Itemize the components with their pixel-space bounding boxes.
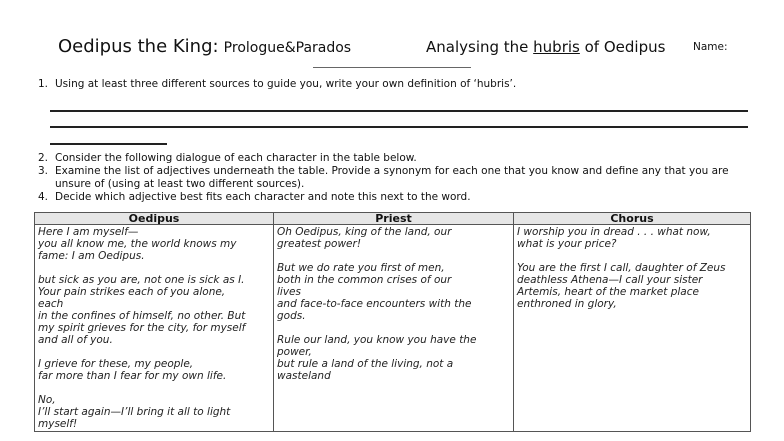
answer-line[interactable]: [50, 110, 748, 112]
header-priest: Priest: [274, 213, 514, 225]
instruction-4: [38, 191, 471, 204]
instruction-3: [38, 165, 729, 191]
instruction-text: Using at least three different sources to guide you, write your own definition of ‘hubris’.: [55, 78, 517, 90]
title-sub: Prologue&Parados: [223, 40, 352, 56]
instruction-text: Consider the following dialogue of each character in the table below.: [55, 152, 417, 164]
table-header-row: [35, 213, 751, 225]
instruction-number: 3.: [38, 165, 49, 177]
instruction-text: Examine the list of adjectives underneath the table. Provide a synonym for each one that you know and define any that you are: [55, 165, 729, 177]
name-line[interactable]: [313, 67, 471, 68]
cell-priest: Oh Oedipus, king of the land, our greatest power! But we do rate you first of men, both in the common crises of our lives and face-to-face encounters with the gods. Rule our land, you know you have the power, but rule a land of the living, not a wasteland: [274, 225, 514, 432]
instruction-2: [38, 152, 417, 165]
cell-chorus: I worship you in dread . . . what now, what is your price? You are the first I call, daughter of Zeus deathless Athena—I call your sister Artemis, heart of the market place enthroned in glory,: [514, 225, 751, 432]
name-label: Name:: [693, 41, 728, 53]
analysis-prefix: Analysing the: [426, 38, 534, 56]
title-main: Oedipus the King:: [58, 36, 219, 57]
analysis-heading: [426, 38, 665, 56]
answer-line[interactable]: [50, 126, 748, 128]
instruction-text: Decide which adjective best fits each character and note this next to the word.: [55, 191, 471, 203]
header-oedipus: Oedipus: [35, 213, 274, 225]
answer-line[interactable]: [50, 143, 167, 145]
instruction-number: 1.: [38, 78, 49, 90]
instruction-number: 4.: [38, 191, 49, 203]
instruction-1: [38, 78, 516, 91]
table-row: [35, 225, 751, 432]
dialogue-table: [34, 212, 751, 432]
header-chorus: Chorus: [514, 213, 751, 225]
instruction-number: 2.: [38, 152, 49, 164]
analysis-suffix: of Oedipus: [579, 38, 666, 56]
cell-oedipus: Here I am myself— you all know me, the world knows my fame: I am Oedipus. but sick as you are, not one is sick as I. Your pain strikes each of you alone, each in the confines of himself, no other. But my spirit grieves for the city, for myself and all of you. I grieve for these, my people, far more than I fear for my own life. No, I’ll start again—I’ll bring it all to light myself!: [35, 225, 274, 432]
page-title: [58, 36, 351, 57]
analysis-keyword: hubris: [533, 38, 580, 56]
instruction-text-cont: unsure of (using at least two different sources).: [55, 178, 305, 190]
